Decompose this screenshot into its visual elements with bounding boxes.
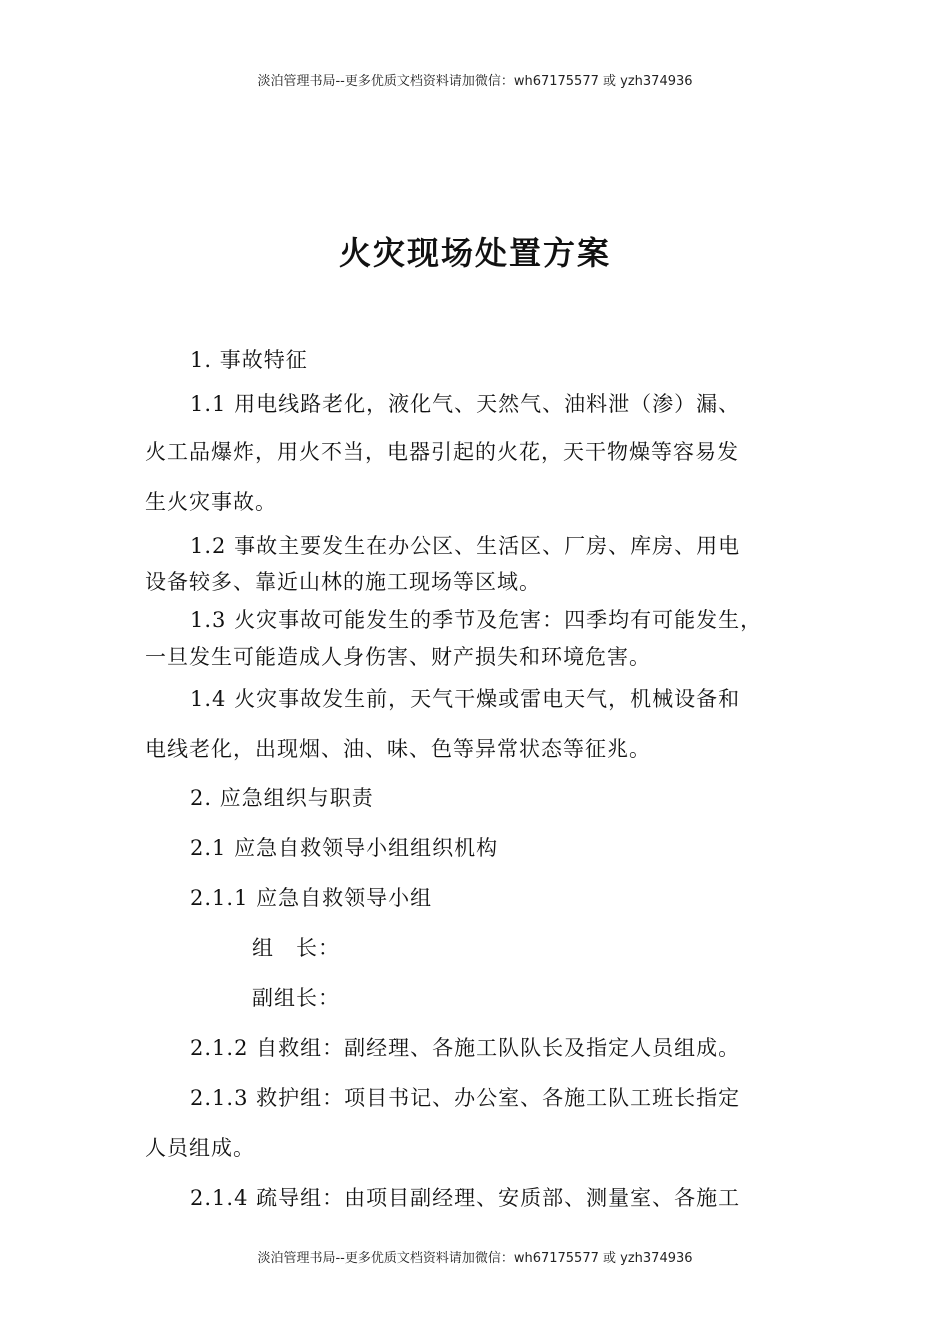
paragraph-line: 1.2 事故主要发生在办公区、生活区、厂房、库房、用电: [190, 534, 741, 558]
paragraph-line: 电线老化，出现烟、油、味、色等异常状态等征兆。: [145, 737, 651, 761]
paragraph-line: 1.4 火灾事故发生前，天气干燥或雷电天气，机械设备和: [190, 687, 741, 711]
paragraph-line: 设备较多、靠近山林的施工现场等区域。: [145, 570, 541, 594]
paragraph-line: 2.1.2 自救组：副经理、各施工队队长及指定人员组成。: [190, 1036, 741, 1060]
section-heading: 1. 事故特征: [190, 348, 308, 372]
paragraph-line: 生火灾事故。: [145, 490, 277, 514]
subsection-heading: 2.1.1 应急自救领导小组: [190, 886, 433, 910]
role-label: 组 长：: [252, 936, 340, 960]
paragraph-line: 人员组成。: [145, 1136, 255, 1160]
page-header: 淡泊管理书局--更多优质文档资料请加微信：wh67175577 或 yzh374936: [257, 74, 693, 89]
paragraph-line: 1.3 火灾事故可能发生的季节及危害：四季均有可能发生，: [190, 608, 763, 632]
paragraph-line: 2.1.3 救护组：项目书记、办公室、各施工队工班长指定: [190, 1086, 741, 1110]
document-title: 火灾现场处置方案: [338, 234, 611, 272]
role-label: 副组长：: [252, 986, 340, 1010]
subsection-heading: 2.1 应急自救领导小组组织机构: [190, 836, 499, 860]
page-footer: 淡泊管理书局--更多优质文档资料请加微信：wh67175577 或 yzh374936: [257, 1251, 693, 1266]
section-heading: 2. 应急组织与职责: [190, 786, 374, 810]
paragraph-line: 一旦发生可能造成人身伤害、财产损失和环境危害。: [145, 645, 651, 669]
paragraph-line: 2.1.4 疏导组：由项目副经理、安质部、测量室、各施工: [190, 1186, 741, 1210]
paragraph-line: 火工品爆炸，用火不当，电器引起的火花，天干物燥等容易发: [145, 440, 739, 464]
paragraph-line: 1.1 用电线路老化，液化气、天然气、油料泄（渗）漏、: [190, 392, 741, 416]
